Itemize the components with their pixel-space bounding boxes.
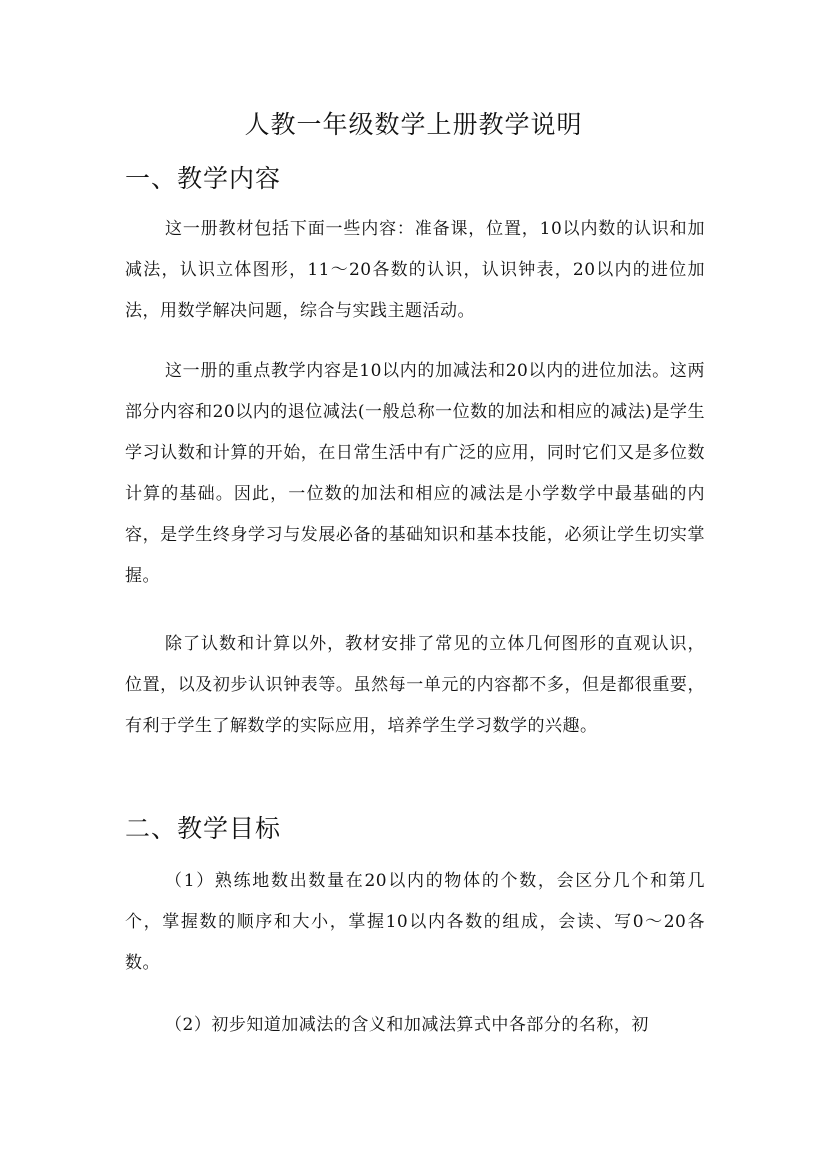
paragraph-key-content: 这一册的重点教学内容是10以内的加减法和20以内的进位加法。这两部分内容和20以内的退位减法(一般总称一位数的加法和相应的减法)是学生学习认数和计算的开始，在日常生活中有广泛的应用，同时它们又是多位数计算的基础。因此，一位数的加法和相应的减法是小学数学中最基础的内容，是学生终身学习与发展必备的基础知识和基本技能，必须让学生切实掌握。 (125, 361, 705, 586)
section-heading-teaching-content: 一、教学内容 (125, 164, 282, 193)
paragraph-other-content: 除了认数和计算以外，教材安排了常见的立体几何图形的直观认识，位置，以及初步认识钟表等。虽然每一单元的内容都不多，但是都很重要，有利于学生了解数学的实际应用，培养学生学习数学的兴趣。 (125, 634, 705, 736)
paragraph-goal-1: （1）熟练地数出数量在20以内的物体的个数，会区分几个和第几个，掌握数的顺序和大小，掌握10以内各数的组成，会读、写0～20各数。 (125, 871, 705, 973)
paragraph-goal-2: （2）初步知道加减法的含义和加减法算式中各部分的名称，初 (165, 1015, 649, 1035)
document-title: 人教一年级数学上册教学说明 (244, 110, 583, 139)
section-heading-teaching-goals: 二、教学目标 (125, 814, 282, 843)
paragraph-content-overview: 这一册教材包括下面一些内容：准备课，位置，10以内数的认识和加减法，认识立体图形，11～20各数的认识，认识钟表，20以内的进位加法，用数学解决问题，综合与实践主题活动。 (125, 219, 705, 321)
